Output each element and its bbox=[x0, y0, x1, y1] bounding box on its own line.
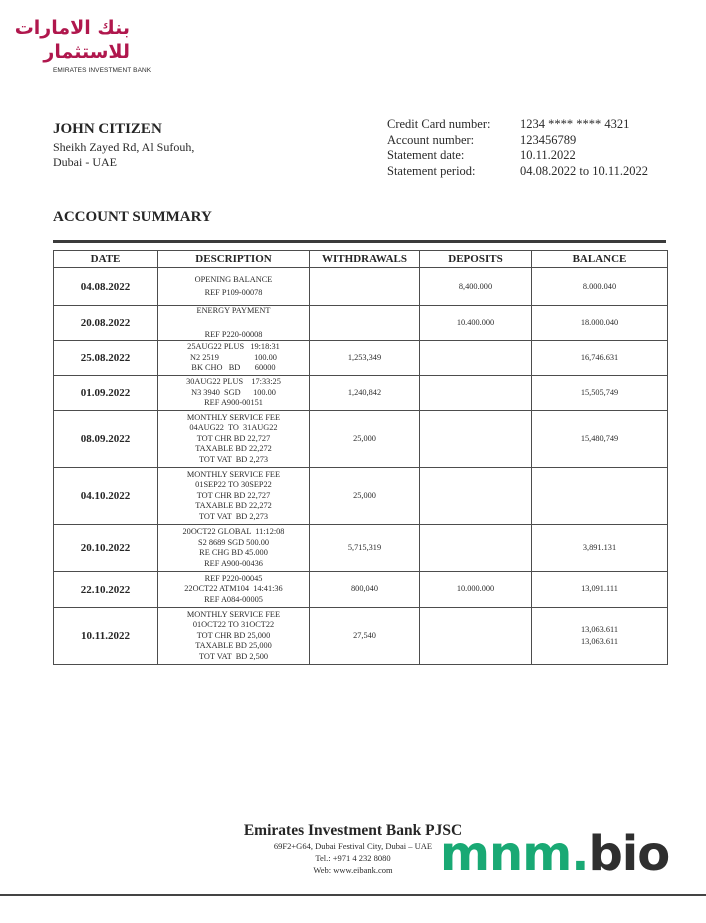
cell-date: 22.10.2022 bbox=[54, 572, 158, 608]
table-row bbox=[54, 341, 668, 376]
cell-description: ENERGY PAYMENT REF P220-00008 bbox=[158, 306, 310, 341]
info-row-card bbox=[387, 117, 687, 133]
bottom-divider bbox=[0, 894, 706, 896]
cell-balance: 13,091.111 bbox=[532, 572, 668, 608]
watermark bbox=[440, 826, 669, 882]
watermark-part1: mnm. bbox=[440, 826, 589, 882]
cell-withdrawals: 1,253,349 bbox=[310, 341, 420, 376]
info-row-statement-date bbox=[387, 148, 687, 164]
cell-date: 04.10.2022 bbox=[54, 468, 158, 525]
divider bbox=[53, 240, 666, 243]
cell-date: 04.08.2022 bbox=[54, 268, 158, 306]
cell-deposits: 10.400.000 bbox=[420, 306, 532, 341]
cell-deposits bbox=[420, 411, 532, 468]
customer-name: JOHN CITIZEN bbox=[53, 121, 162, 137]
cell-description: MONTHLY SERVICE FEE 01SEP22 TO 30SEP22 TOT CHR BD 22,727 TAXABLE BD 22,272 TOT VAT BD 2,273 bbox=[158, 468, 310, 525]
table-row bbox=[54, 411, 668, 468]
col-header-deposits: DEPOSITS bbox=[420, 251, 532, 268]
info-label: Account number: bbox=[387, 132, 475, 147]
table-row bbox=[54, 608, 668, 665]
logo-caption: EMIRATES INVESTMENT BANK bbox=[53, 67, 152, 74]
cell-date: 01.09.2022 bbox=[54, 376, 158, 411]
table-row bbox=[54, 376, 668, 411]
customer-address-line2: Dubai - UAE bbox=[53, 155, 117, 169]
cell-balance: 3,891.131 bbox=[532, 525, 668, 572]
cell-deposits: 8,400.000 bbox=[420, 268, 532, 306]
cell-withdrawals: 5,715,319 bbox=[310, 525, 420, 572]
cell-date: 08.09.2022 bbox=[54, 411, 158, 468]
cell-description: OPENING BALANCE REF P109-00078 bbox=[158, 268, 310, 306]
cell-withdrawals bbox=[310, 268, 420, 306]
customer-address-line1: Sheikh Zayed Rd, Al Sufouh, bbox=[53, 140, 195, 154]
info-value: 1234 **** **** 4321 bbox=[520, 117, 630, 131]
cell-balance bbox=[532, 468, 668, 525]
cell-description: REF P220-00045 22OCT22 ATM104 14:41:36 REF A084-00005 bbox=[158, 572, 310, 608]
cell-description: 25AUG22 PLUS 19:18:31 N2 2519 100.00 BK CHO BD 60000 bbox=[158, 341, 310, 376]
table-header-row bbox=[54, 251, 668, 268]
cell-date: 25.08.2022 bbox=[54, 341, 158, 376]
customer-block bbox=[53, 121, 194, 170]
logo-arabic-line1: بنك الامارات bbox=[14, 17, 130, 39]
info-value: 04.08.2022 to 10.11.2022 bbox=[520, 163, 649, 178]
col-header-description: DESCRIPTION bbox=[158, 251, 310, 268]
cell-withdrawals: 1,240,842 bbox=[310, 376, 420, 411]
cell-balance: 16,746.631 bbox=[532, 341, 668, 376]
col-header-date: DATE bbox=[54, 251, 158, 268]
cell-withdrawals: 25,000 bbox=[310, 468, 420, 525]
cell-balance: 15,480,749 bbox=[532, 411, 668, 468]
cell-withdrawals bbox=[310, 306, 420, 341]
summary-title: ACCOUNT SUMMARY bbox=[53, 209, 212, 225]
cell-withdrawals: 25,000 bbox=[310, 411, 420, 468]
table-row bbox=[54, 306, 668, 341]
cell-date: 10.11.2022 bbox=[54, 608, 158, 665]
cell-description: 20OCT22 GLOBAL 11:12:08 S2 8689 SGD 500.00 RE CHG BD 45.000 REF A900-00436 bbox=[158, 525, 310, 572]
info-row-statement-period bbox=[387, 164, 687, 180]
statement-table bbox=[53, 250, 668, 665]
account-info bbox=[387, 117, 687, 179]
cell-balance: 15,505,749 bbox=[532, 376, 668, 411]
table-row bbox=[54, 572, 668, 608]
cell-date: 20.10.2022 bbox=[54, 525, 158, 572]
bank-logo bbox=[14, 12, 162, 64]
cell-description: MONTHLY SERVICE FEE 04AUG22 TO 31AUG22 TOT CHR BD 22,727 TAXABLE BD 22,272 TOT VAT BD 2,273 bbox=[158, 411, 310, 468]
info-label: Statement date: bbox=[387, 148, 465, 162]
cell-date: 20.08.2022 bbox=[54, 306, 158, 341]
info-row-account bbox=[387, 133, 687, 149]
table-row bbox=[54, 525, 668, 572]
footer-tel: Tel.: +971 4 232 8080 bbox=[315, 853, 391, 863]
col-header-balance: BALANCE bbox=[532, 251, 668, 268]
cell-description: MONTHLY SERVICE FEE 01OCT22 TO 31OCT22 TOT CHR BD 25,000 TAXABLE BD 25,000 TOT VAT BD 2,500 bbox=[158, 608, 310, 665]
cell-deposits bbox=[420, 525, 532, 572]
watermark-part2: bio bbox=[588, 826, 670, 882]
cell-deposits bbox=[420, 468, 532, 525]
info-label: Statement period: bbox=[387, 163, 476, 178]
col-header-withdrawals: WITHDRAWALS bbox=[310, 251, 420, 268]
logo-arabic-line2: للاستثمار bbox=[43, 41, 130, 63]
info-value: 10.11.2022 bbox=[520, 148, 576, 162]
footer-bank-name: Emirates Investment Bank PJSC bbox=[243, 822, 463, 839]
cell-deposits bbox=[420, 376, 532, 411]
cell-balance: 13,063.611 13,063.611 bbox=[532, 608, 668, 665]
cell-withdrawals: 800,040 bbox=[310, 572, 420, 608]
cell-balance: 18.000.040 bbox=[532, 306, 668, 341]
table-row bbox=[54, 468, 668, 525]
cell-withdrawals: 27,540 bbox=[310, 608, 420, 665]
footer-web: Web: www.eibank.com bbox=[313, 865, 393, 875]
info-value: 123456789 bbox=[520, 132, 577, 147]
cell-description: 30AUG22 PLUS 17:33:25 N3 3940 SGD 100.00 REF A900-00151 bbox=[158, 376, 310, 411]
cell-deposits: 10.000.000 bbox=[420, 572, 532, 608]
cell-deposits bbox=[420, 608, 532, 665]
footer-address: 69F2+G64, Dubai Festival City, Dubai – UAE bbox=[273, 841, 433, 851]
table-row bbox=[54, 268, 668, 306]
cell-balance: 8.000.040 bbox=[532, 268, 668, 306]
cell-deposits bbox=[420, 341, 532, 376]
info-label: Credit Card number: bbox=[387, 117, 491, 131]
